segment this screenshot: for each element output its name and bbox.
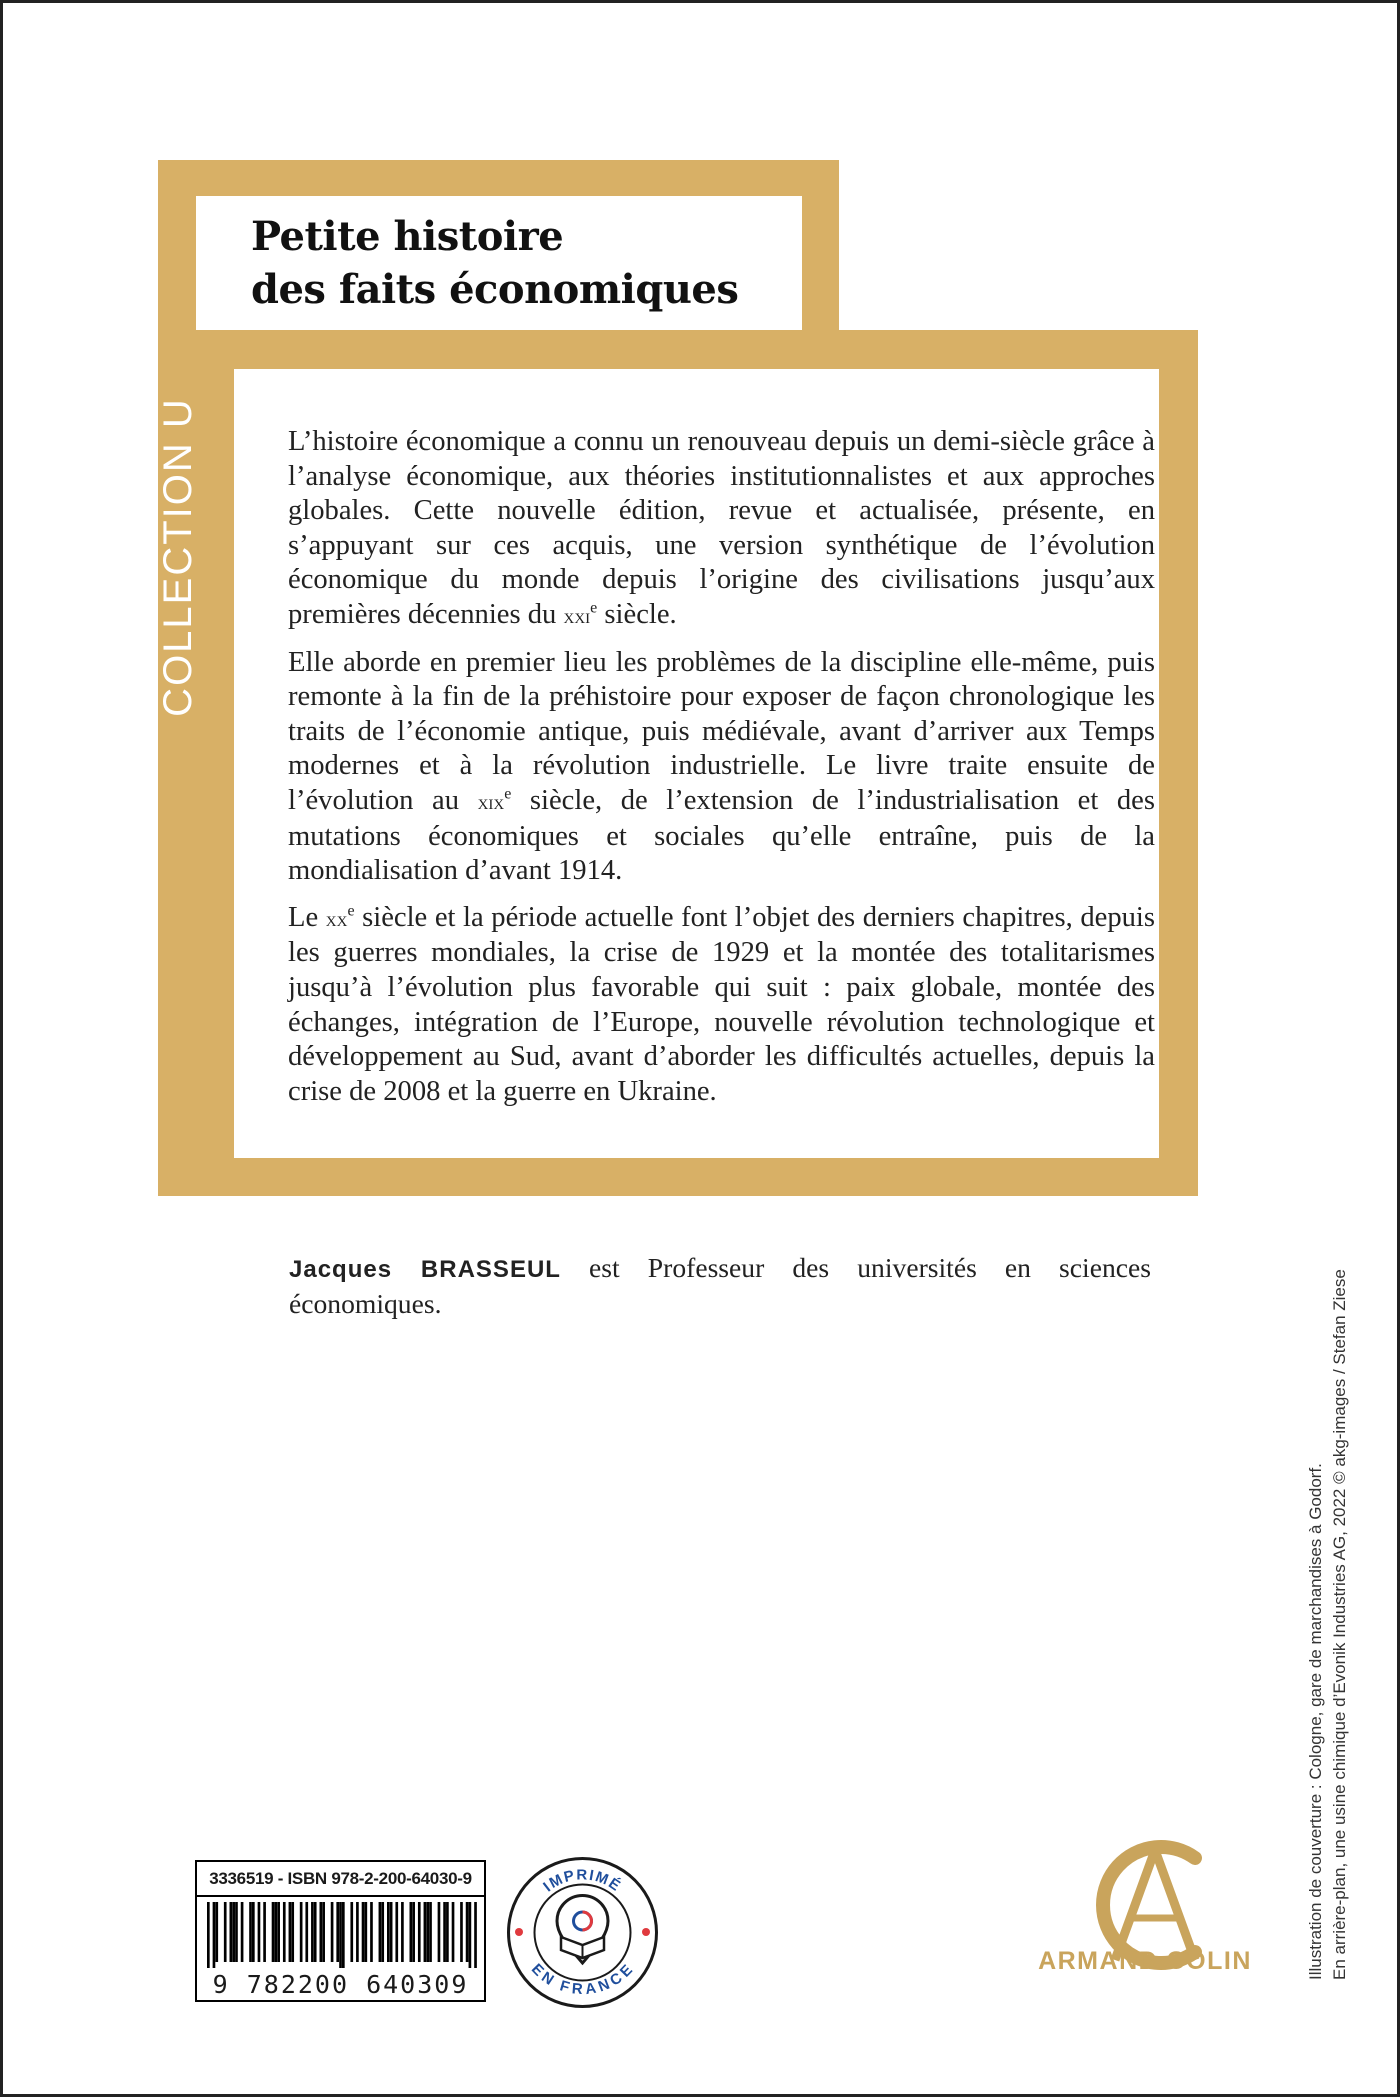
credit-line-1: Illustration de couverture : Cologne, gare de marchandises à Godorf.: [1306, 1463, 1325, 1980]
barcode-bar: [275, 1902, 278, 1962]
barcode-bar: [474, 1902, 477, 1968]
barcode-bar: [362, 1902, 365, 1962]
credit-line-2: En arrière-plan, une usine chimique d’Evonik Industries AG, 2022 © akg-images / Stefan Ziese: [1330, 1269, 1349, 1980]
title-box: [196, 196, 802, 330]
barcode-bar: [395, 1902, 398, 1962]
barcode-bar: [339, 1902, 342, 1968]
barcode-bar: [387, 1902, 390, 1962]
barcode: [195, 1860, 486, 2002]
barcode-bar: [331, 1902, 334, 1962]
barcode-bar: [379, 1902, 382, 1962]
isbn-number: 3336519 - ISBN 978-2-200-64030-9: [197, 1862, 484, 1897]
badge-bottom-text: EN FRANCE: [527, 1960, 638, 1999]
barcode-bar: [412, 1902, 415, 1962]
barcode-bars: [207, 1902, 477, 1968]
barcode-bar: [249, 1902, 252, 1962]
barcode-bar: [370, 1902, 373, 1962]
summary-box: [234, 369, 1159, 1158]
barcode-bar: [314, 1902, 317, 1962]
author-name: Jacques BRASSEUL: [289, 1256, 561, 1283]
barcode-bar: [469, 1902, 472, 1968]
imprime-en-france-badge: [505, 1855, 660, 2010]
barcode-bar: [426, 1902, 429, 1962]
barcode-bar: [418, 1902, 421, 1962]
publisher-name: ARMAND COLIN: [1038, 1947, 1252, 1975]
barcode-bar: [213, 1902, 216, 1968]
barcode-bar: [289, 1902, 292, 1962]
barcode-bar: [356, 1902, 359, 1962]
barcode-bar: [365, 1902, 368, 1962]
badge-top-text: IMPRIMÉ: [540, 1866, 625, 1896]
barcode-bar: [263, 1902, 266, 1962]
summary-paragraph-2: Elle aborde en premier lieu les problèmes de la discipline elle-même, puis remonte à la fin de la préhistoire pour exposer de façon chronologique les traits de l’économie antique, puis médiévale, avant d’arriver aux Temps modernes et à la révolution industrielle. Le livre traite ensuite de l’évolution au xix$^e$ siècle, de l’extension de l’industrialisation et des mutations économiques et sociales qu’elle entraîne, puis de la mondialisation d’avant 1914.: [288, 646, 1155, 887]
barcode-bar: [381, 1902, 384, 1962]
barcode-bar: [235, 1902, 238, 1962]
barcode-bar: [401, 1902, 404, 1962]
barcode-bar: [252, 1902, 255, 1962]
barcode-bar: [272, 1902, 275, 1962]
barcode-bar: [410, 1902, 413, 1962]
barcode-bar: [452, 1902, 455, 1962]
barcode-bar: [291, 1902, 294, 1962]
barcode-bar: [320, 1902, 323, 1962]
summary-paragraph-3: Le $xx^e$ siècle et la période actuelle font l’objet des derniers chapitres, depuis les guerres mondiales, la crise de 1929 et la montée des totalitarismes jusqu’à l’évolution plus favorable qui suit : paix globale, montée des échanges, intégration de l’Europe, nouvelle révolution technologique et développement au Sud, avant d’aborder les difficultés actuelles, depuis la crise de 2008 et la guerre en Ukraine.: [288, 901, 1156, 1107]
barcode-digits: 9 782200 640309: [212, 1970, 469, 1999]
barcode-bar: [322, 1902, 325, 1962]
barcode-bar: [390, 1902, 393, 1962]
barcode-bar: [424, 1902, 427, 1962]
book-title-line1: Petite histoire: [251, 213, 564, 260]
barcode-bar: [283, 1902, 286, 1962]
collection-label: COLLECTION U: [156, 397, 200, 717]
barcode-bar: [258, 1902, 261, 1962]
barcode-bar: [215, 1902, 218, 1962]
barcode-bar: [350, 1902, 353, 1962]
barcode-bar: [232, 1902, 235, 1962]
barcode-bar: [300, 1902, 303, 1962]
barcode-bar: [466, 1902, 469, 1962]
barcode-bar: [230, 1902, 233, 1962]
book-title-line2: des faits économiques: [251, 266, 739, 313]
barcode-bar: [446, 1902, 449, 1962]
author-description: est Professeur des universités en sciences économiques.: [289, 1252, 1151, 1319]
barcode-bar: [305, 1902, 308, 1962]
barcode-bar: [429, 1902, 432, 1962]
summary-paragraph-1: L’histoire économique a connu un renouveau depuis un demi-siècle grâce à l’analyse économique, aux théories institutionnalistes et aux approches globales. Cette nouvelle édition, revue et actualisée, présente, en s’appuyant sur ces acquis, une version synthétique de l’évolution économique du monde depuis l’origine des civilisations jusqu’aux premières décennies du xxi$^e$ siècle.: [288, 426, 1155, 630]
author-bio: [289, 1251, 1151, 1321]
barcode-bar: [460, 1902, 463, 1962]
barcode-bar: [311, 1902, 314, 1962]
cover-credit: [1304, 1260, 1352, 1980]
barcode-bar: [207, 1902, 210, 1968]
barcode-bar: [224, 1902, 227, 1962]
barcode-bar: [443, 1902, 446, 1962]
barcode-bar: [336, 1902, 339, 1962]
barcode-bar: [241, 1902, 244, 1962]
barcode-bar: [438, 1902, 441, 1962]
barcode-bar: [342, 1902, 345, 1968]
barcode-bar: [277, 1902, 280, 1962]
